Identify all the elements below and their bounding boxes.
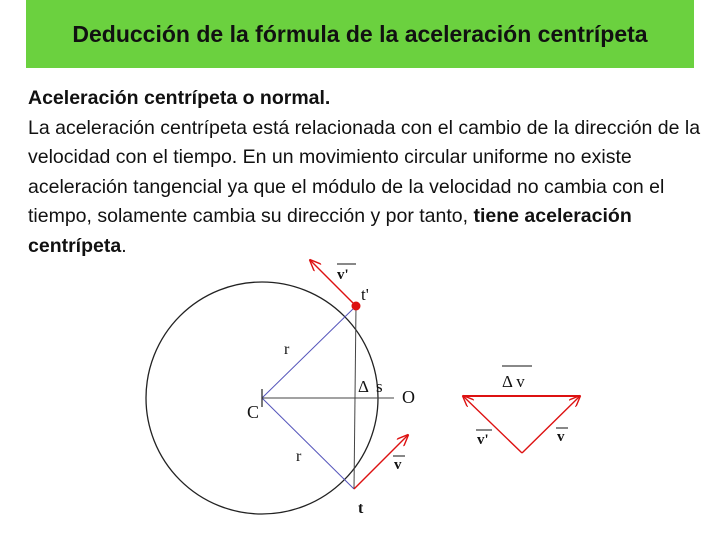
label-delta-v: Δ v — [502, 372, 525, 391]
label-s: s — [376, 377, 383, 396]
radius-lower — [262, 398, 354, 489]
label-r-upper: r — [284, 341, 290, 358]
section-heading: Aceleración centrípeta o normal. — [28, 87, 331, 109]
slide-title: Deducción de la fórmula de la aceleración centrípeta — [72, 21, 648, 47]
velocity-vector-v-prime — [310, 260, 356, 306]
label-delta: Δ — [358, 377, 369, 396]
label-triangle-v: v — [557, 429, 565, 445]
label-v: v — [394, 457, 402, 473]
label-r-lower: r — [296, 448, 302, 465]
label-t: t — [358, 500, 364, 517]
point-t-prime — [352, 302, 361, 311]
triangle-vector-v-prime — [463, 396, 522, 453]
paragraph-end: . — [121, 234, 127, 257]
emphasis-text: tiene aceleración centrípeta — [28, 205, 632, 257]
label-O: O — [402, 387, 415, 407]
label-triangle-v-prime: v' — [477, 432, 489, 448]
label-t-prime: t' — [361, 285, 369, 304]
triangle-vector-v — [522, 396, 580, 453]
radius-upper — [262, 306, 356, 398]
label-v-prime: v' — [337, 267, 349, 283]
label-C: C — [247, 402, 260, 422]
body-paragraph: La aceleración centrípeta está relacionada con el cambio de la dirección de la velocidad con el tiempo. En un movimiento circular uniforme no existe aceleración tangencial ya que el módulo de la velocidad no cambia con el tiempo, solamente cambia su dirección y por tanto, — [28, 116, 701, 227]
